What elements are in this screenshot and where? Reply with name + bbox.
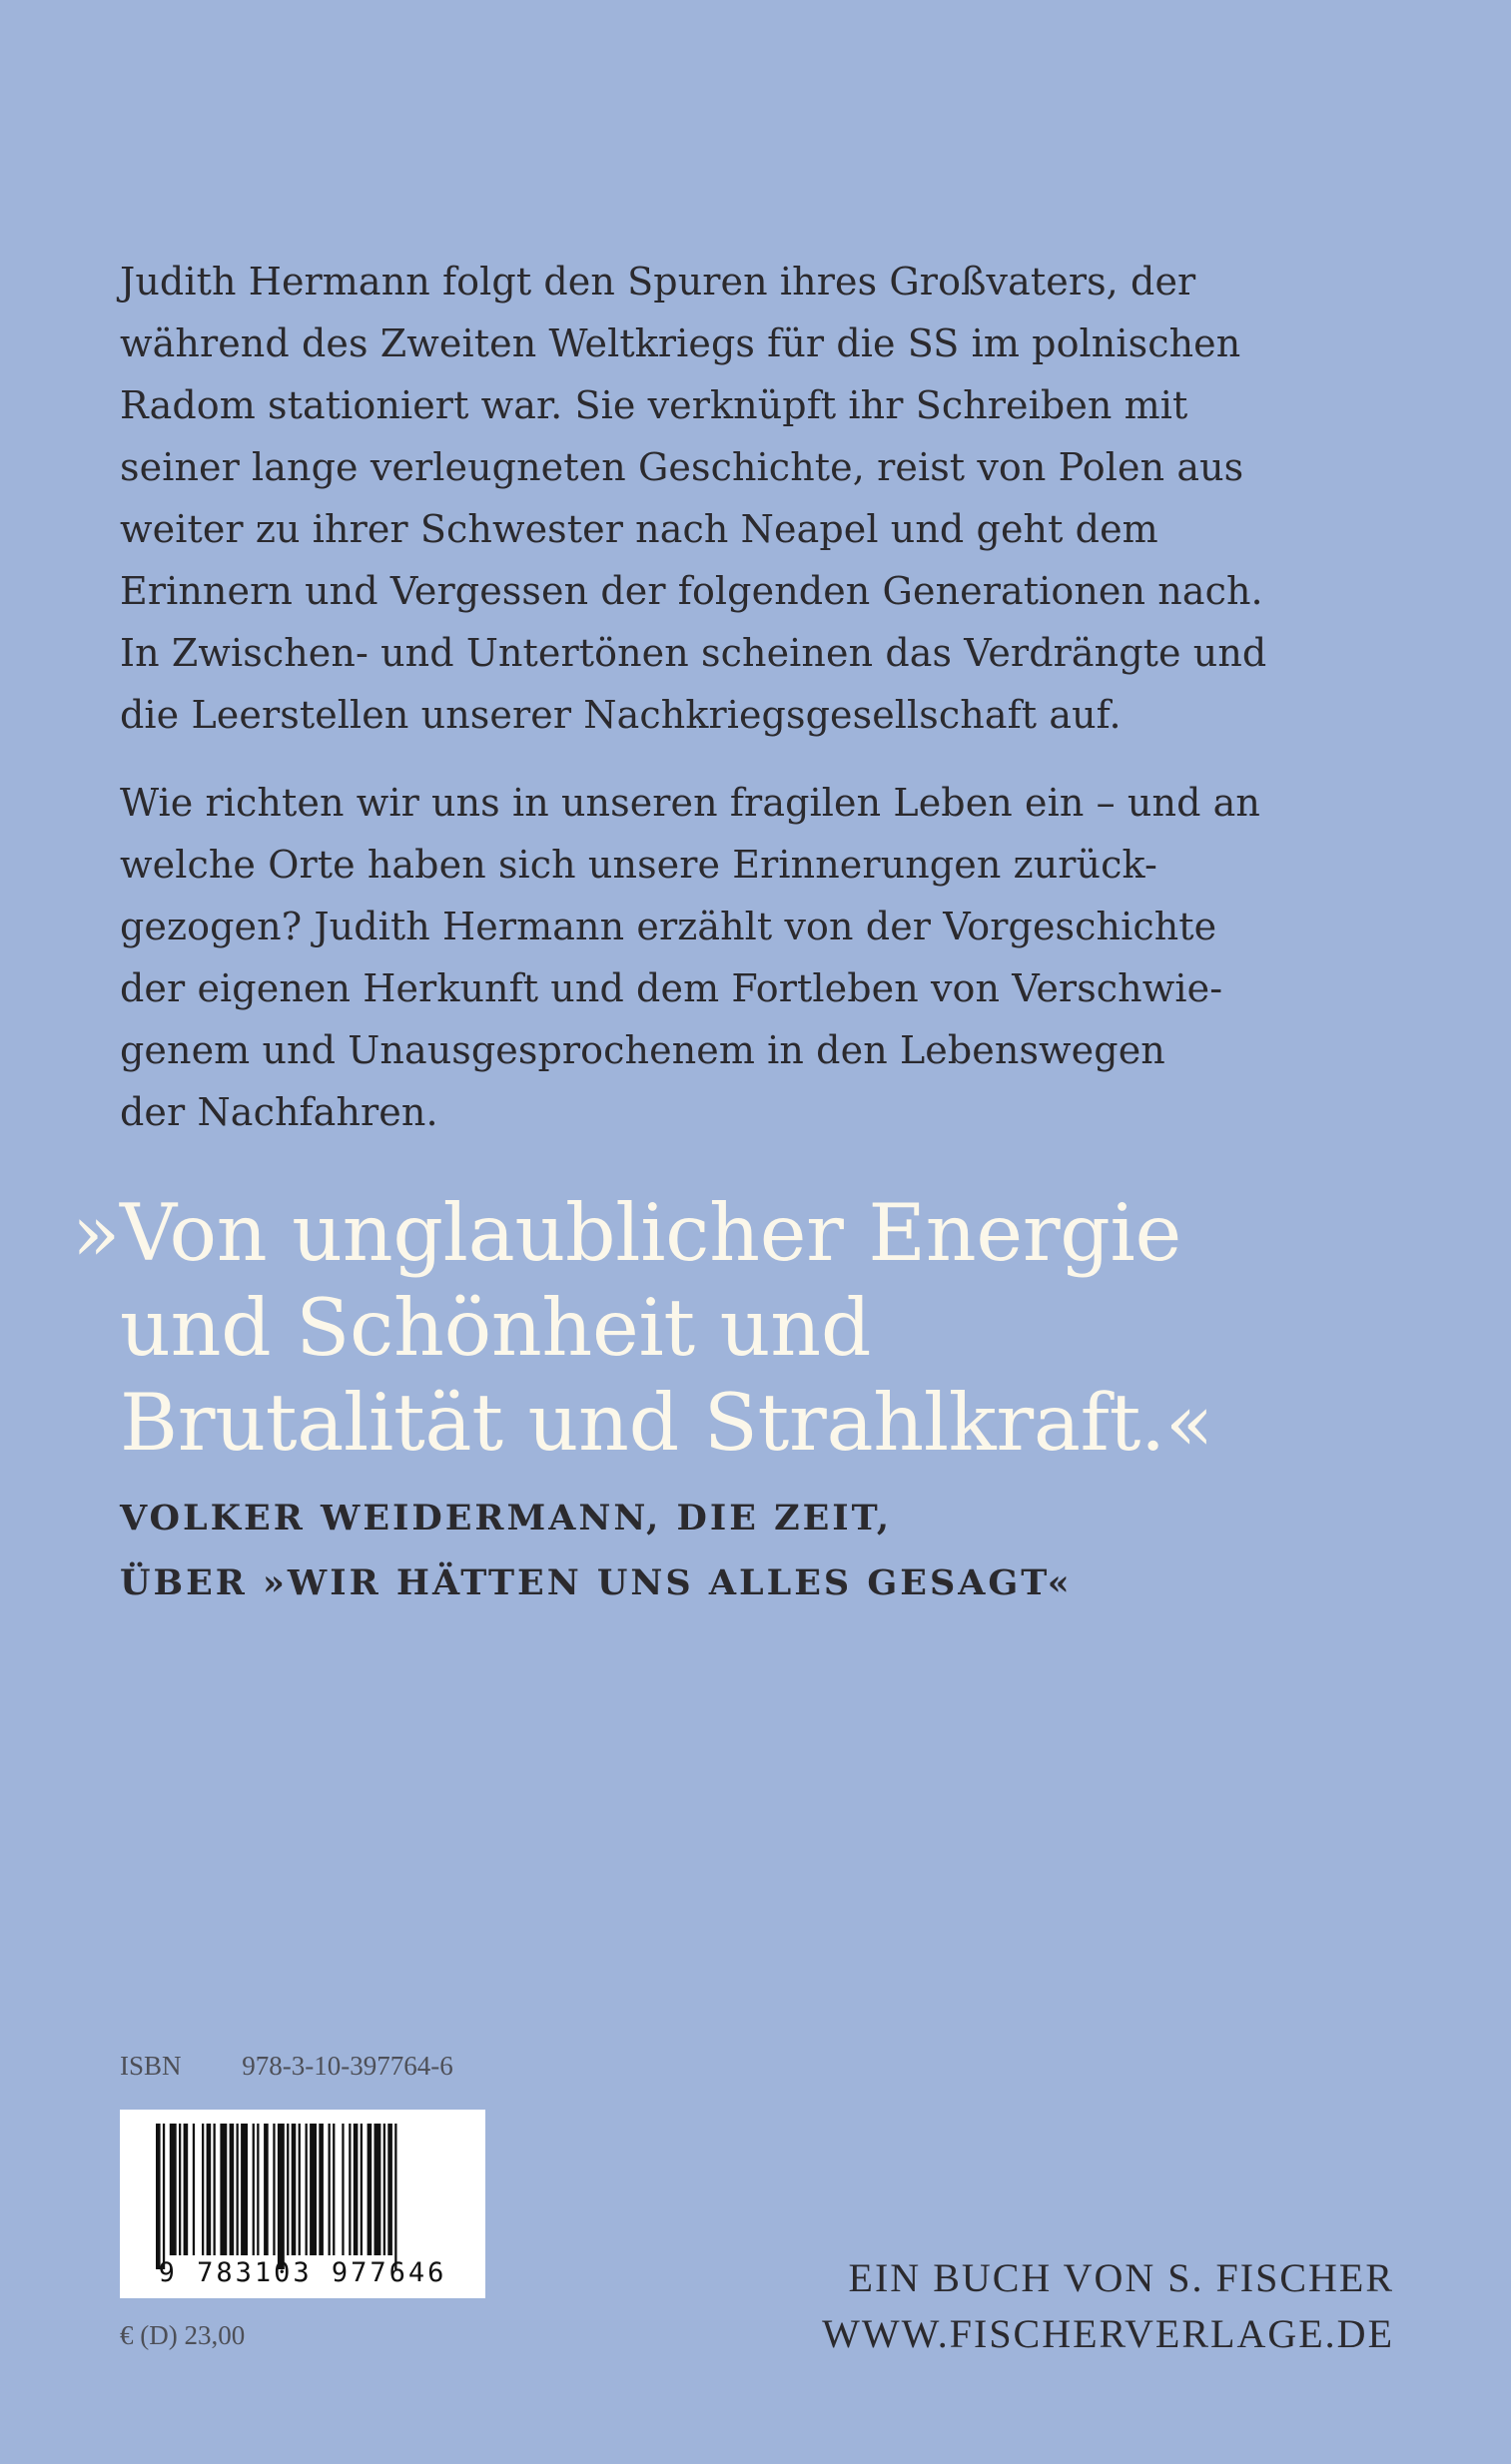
blurb-line: die Leerstellen unserer Nachkriegsgesellschaft auf.	[120, 693, 1122, 737]
barcode-bar	[319, 2124, 324, 2255]
barcode-bar	[214, 2124, 216, 2255]
barcode-bar	[230, 2124, 235, 2255]
publisher-info	[822, 2250, 1394, 2362]
barcode-bar	[184, 2124, 189, 2255]
blurb-line: Radom stationiert war. Sie verknüpft ihr Schreiben mit	[120, 383, 1188, 427]
barcode-bar	[278, 2124, 285, 2269]
barcode-bar	[387, 2124, 392, 2255]
isbn-value: 978-3-10-397764-6	[242, 2051, 453, 2081]
publisher-line: EIN BUCH VON S. FISCHER	[848, 2255, 1394, 2300]
barcode-bar	[237, 2124, 239, 2255]
attribution-line: ÜBER »WIR HÄTTEN UNS ALLES GESAGT«	[120, 1562, 1073, 1603]
barcode-bar	[273, 2124, 275, 2255]
blurb-paragraph-2	[120, 772, 1418, 1143]
barcode-bar	[257, 2124, 259, 2255]
blurb-line: welche Orte haben sich unsere Erinnerungen zurück-	[120, 843, 1157, 887]
quote-line: und Schönheit und	[120, 1282, 872, 1374]
barcode-bar	[310, 2124, 317, 2255]
blurb-line: während des Zweiten Weltkriegs für die SS im polnischen	[120, 321, 1241, 365]
blurb-line: der eigenen Herkunft und dem Fortleben von Verschwie-	[120, 966, 1223, 1010]
barcode-bar	[354, 2124, 359, 2255]
review-quote	[72, 1186, 1213, 1471]
blurb-line: genem und Unausgesprochenem in den Lebenswegen	[120, 1028, 1165, 1072]
barcode-bar	[306, 2124, 308, 2255]
blurb-line: gezogen? Judith Hermann erzählt von der Vorgeschichte	[120, 905, 1217, 948]
barcode-bar	[375, 2124, 381, 2255]
blurb-paragraph-1	[120, 251, 1418, 746]
barcode-digits: 9 783103 977646	[158, 2257, 447, 2288]
barcode-bar	[163, 2124, 165, 2269]
blurb-line: der Nachfahren.	[120, 1090, 438, 1134]
barcode-bar	[264, 2124, 269, 2255]
barcode-bar	[368, 2124, 373, 2255]
barcode-bar	[253, 2124, 255, 2255]
barcode-bar	[207, 2124, 212, 2255]
barcode-bar	[383, 2124, 385, 2255]
barcode-bar	[179, 2124, 181, 2255]
blurb-line: Judith Hermann folgt den Spuren ihres Großvaters, der	[120, 260, 1196, 304]
quote-line: »Von unglaublicher Energie	[72, 1187, 1181, 1279]
barcode-bar	[394, 2124, 396, 2269]
barcode-bar	[349, 2124, 351, 2255]
barcode-bar	[241, 2124, 248, 2255]
quote-line: Brutalität und Strahlkraft.«	[120, 1377, 1213, 1469]
isbn-row	[120, 2051, 453, 2082]
barcode-bar	[202, 2124, 204, 2255]
price: € (D) 23,00	[120, 2320, 246, 2350]
barcode-bar	[220, 2124, 227, 2255]
barcode-bar	[170, 2124, 177, 2255]
isbn-label: ISBN	[120, 2051, 182, 2081]
barcode	[120, 2110, 485, 2298]
attribution-line: VOLKER WEIDERMANN, DIE ZEIT,	[120, 1498, 893, 1539]
blurb-line: seiner lange verleugneten Geschichte, reist von Polen aus	[120, 445, 1244, 489]
blurb-line: weiter zu ihrer Schwester nach Neapel und geht dem	[120, 507, 1158, 551]
quote-attribution	[120, 1486, 1073, 1615]
blurb-line: In Zwischen- und Untertönen scheinen das Verdrängte und	[120, 631, 1267, 675]
barcode-bar	[361, 2124, 363, 2255]
barcode-bar	[329, 2124, 331, 2255]
barcode-bar	[292, 2124, 297, 2255]
barcode-bar	[299, 2124, 301, 2255]
barcode-bar	[287, 2124, 289, 2255]
blurb-line: Erinnern und Vergessen der folgenden Generationen nach.	[120, 569, 1263, 613]
barcode-bar	[333, 2124, 335, 2255]
barcode-bar	[156, 2124, 161, 2269]
barcode-bar	[193, 2124, 195, 2255]
blurb-line: Wie richten wir uns in unseren fragilen Leben ein – und an	[120, 781, 1260, 825]
publisher-url: WWW.FISCHERVERLAGE.DE	[822, 2311, 1394, 2356]
barcode-bar	[342, 2124, 344, 2255]
